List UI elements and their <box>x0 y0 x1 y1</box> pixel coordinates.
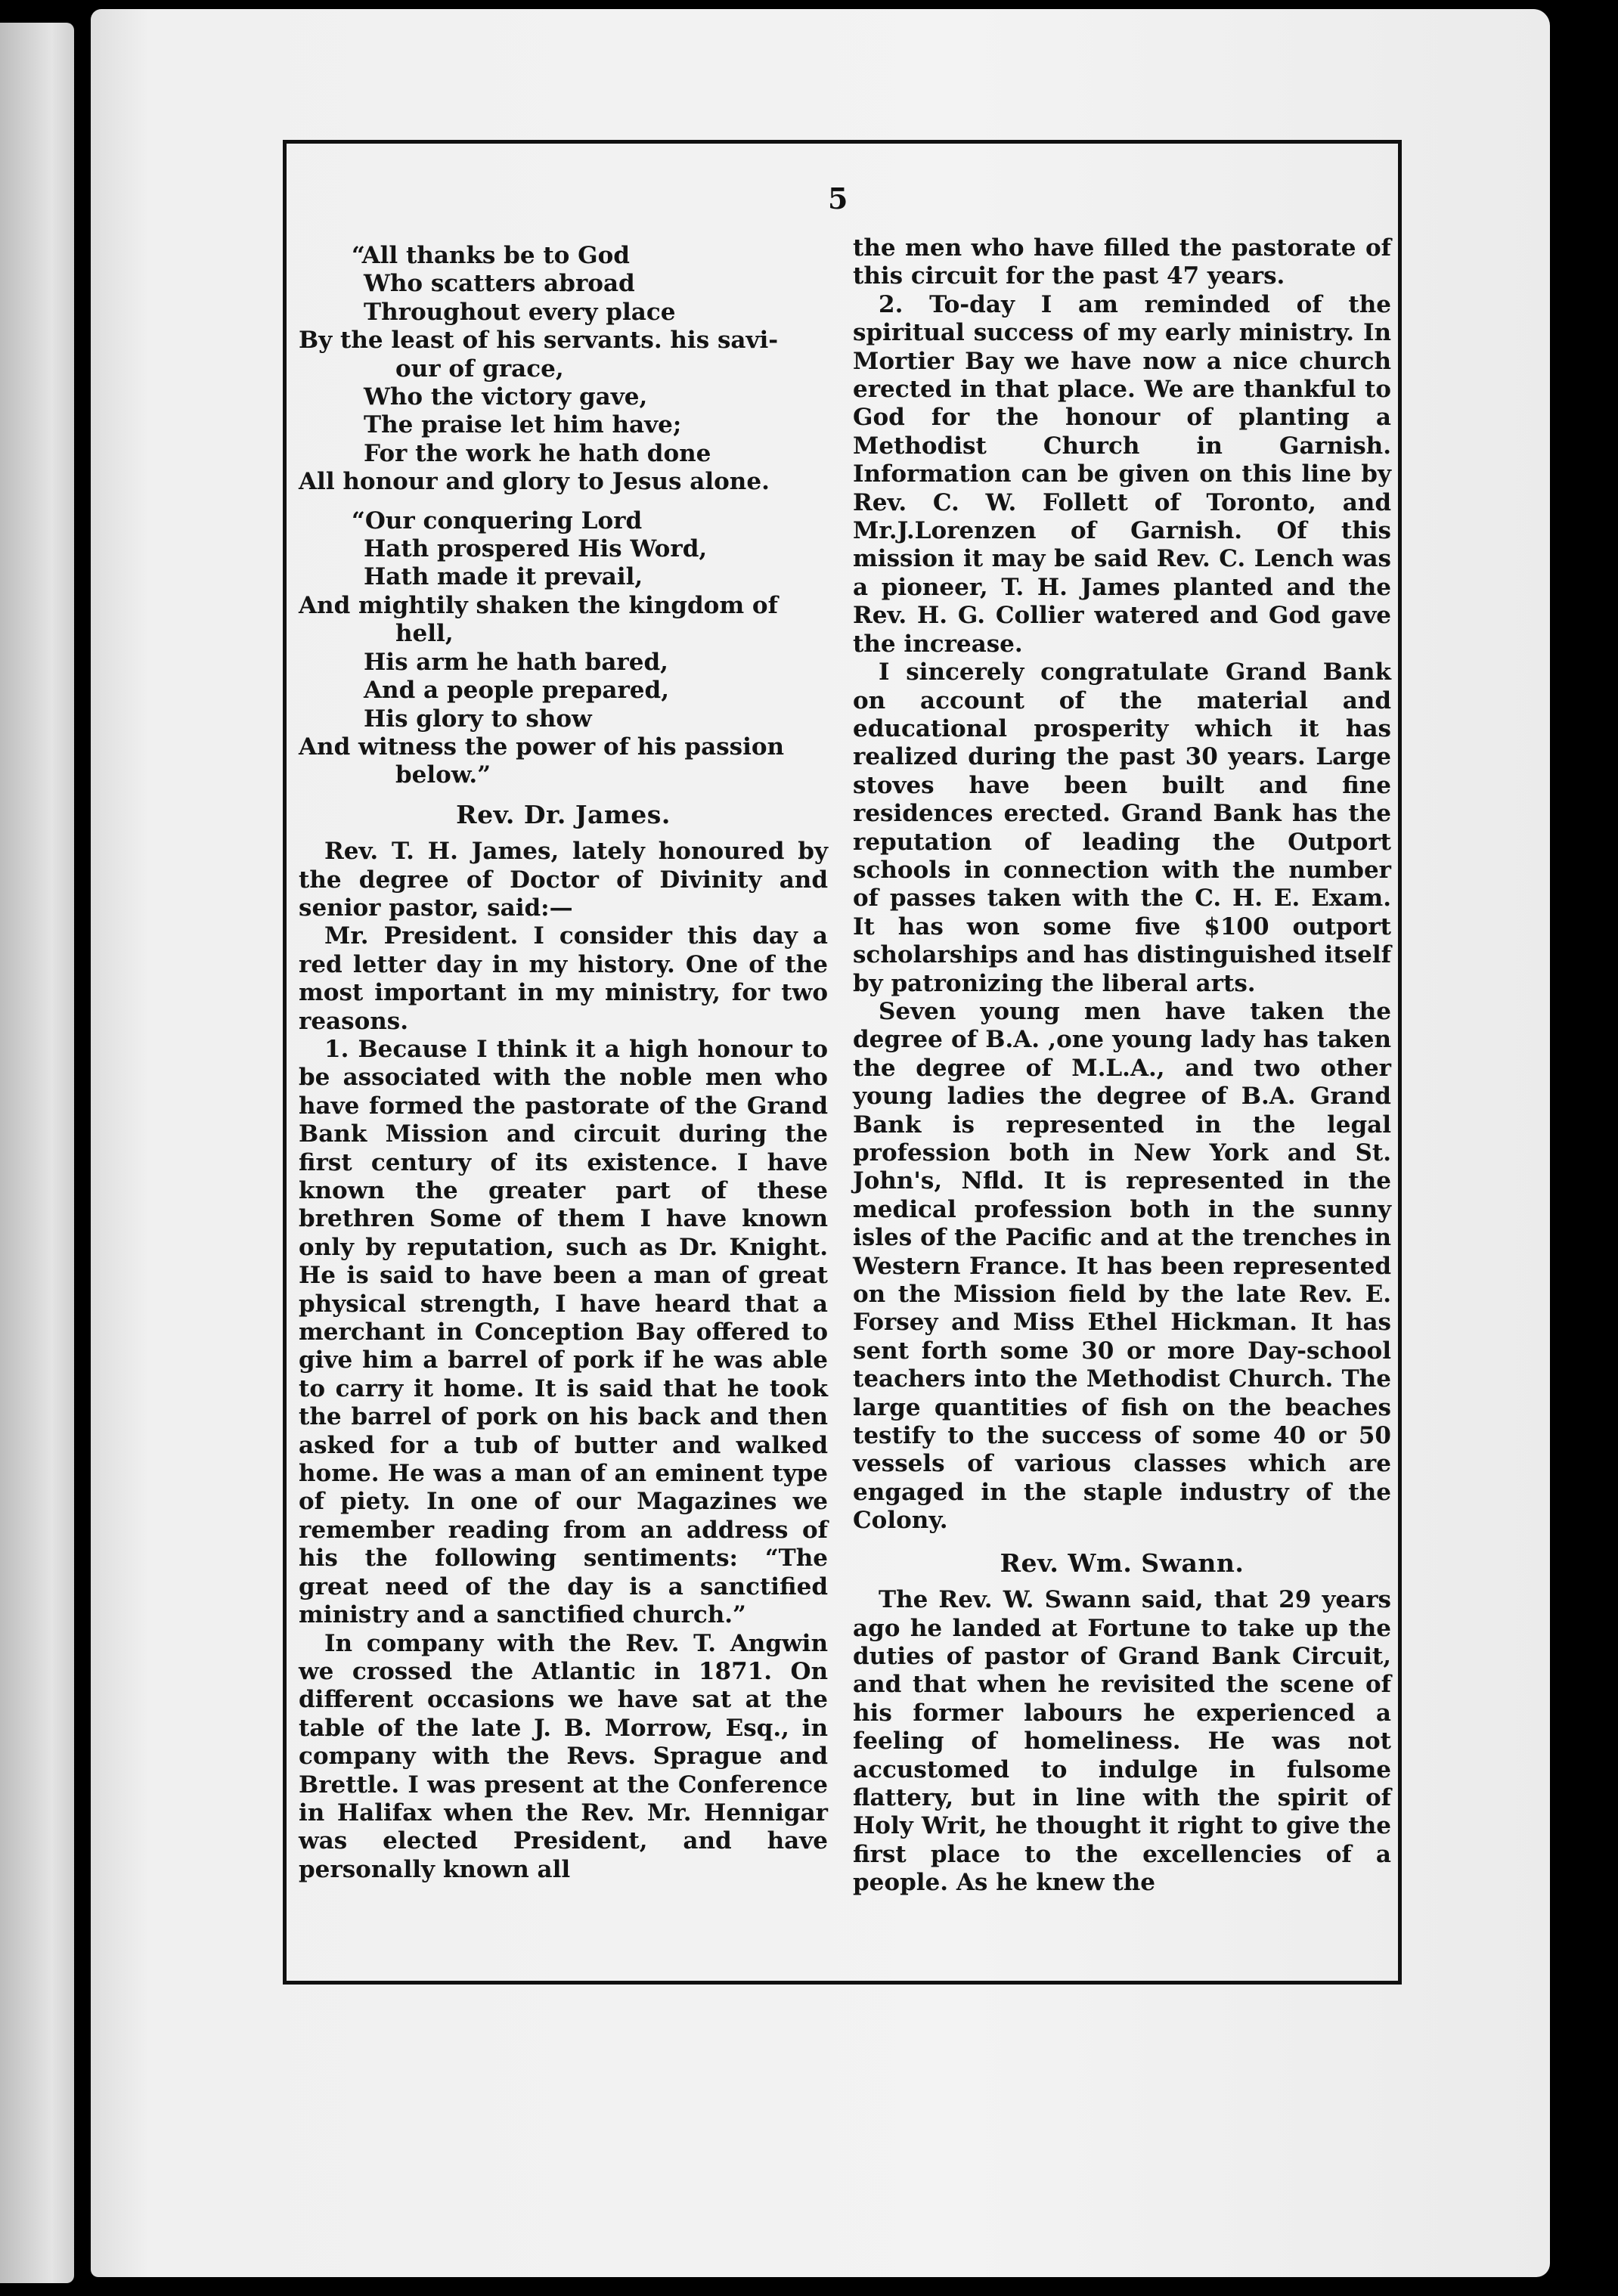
section-heading-dr-james: Rev. Dr. James. <box>456 799 671 829</box>
paragraph: Mr. President. I consider this day a red letter day in my history. One of the most important in my ministry, for two reasons. <box>299 922 828 1035</box>
paragraph: Rev. T. H. James, lately honoured by the degree of Doctor of Divinity and senior pastor, said:— <box>299 838 828 922</box>
verse-line: Hath made it prevail, <box>364 563 643 591</box>
right-column <box>853 234 1391 1898</box>
verse-line: below.” <box>395 761 491 789</box>
left-column <box>299 242 828 1884</box>
section-heading-swann: Rev. Wm. Swann. <box>1000 1548 1244 1578</box>
paragraph: the men who have filled the pastorate of this circuit for the past 47 years. <box>853 234 1391 290</box>
adjacent-page-edge <box>0 23 74 2283</box>
verse-line: His glory to show <box>364 705 592 733</box>
verse-line: our of grace, <box>395 355 564 383</box>
verse-line: All honour and glory to Jesus alone. <box>299 468 770 496</box>
paragraph: Seven young men have taken the degree of B.A. ,one young lady has taken the degree of M.L.A., and two other young ladies the degree of B.A. Grand Bank is represented in the legal profession both in New York and St. John's, Nfld. It is represented in the medical profession both in the sunny isles of the Pacific and at the trenches in Western France. It has been represented on the Mission field by the late Rev. E. Forsey and Miss Ethel Hickman. It has sent forth some 30 or more Day-school teachers into the Methodist Church. The large quantities of fish on the beaches testify to the success of some 40 or 50 vessels of various classes which are engaged in the staple industry of the Colony. <box>853 997 1391 1535</box>
verse-line: The praise let him have; <box>364 411 682 439</box>
verse-line: hell, <box>395 620 454 648</box>
verse-line: And mightily shaken the kingdom of <box>299 591 778 619</box>
swann-speech <box>853 1586 1391 1897</box>
verse-line: For the work he hath done <box>364 439 711 467</box>
verse-line: His arm he hath bared, <box>364 648 668 676</box>
paragraph: In company with the Rev. T. Angwin we crossed the Atlantic in 1871. On different occasions we have sat at the table of the late J. B. Morrow, Esq., in company with the Revs. Sprague and Brettle. I was present at the Conference in Halifax when the Rev. Mr. Hennigar was elected President, and have personally known all <box>299 1629 828 1883</box>
paragraph: I sincerely congratulate Grand Bank on account of the material and educational prosperity which it has realized during the past 30 years. Large stoves have been built and fine residences erected. Grand Bank has the reputation of leading the Outport schools in connection with the number of passes taken with the C. H. E. Exam. It has won some five $100 outport scholarships and has distinguished itself by patronizing the liberal arts. <box>853 658 1391 997</box>
verse-line: “All thanks be to God <box>352 242 630 269</box>
verse-line: And a people prepared, <box>364 677 669 705</box>
verse-line: Throughout every place <box>364 298 676 326</box>
verse-line: By the least of his servants. his savi- <box>299 327 779 355</box>
dr-james-speech <box>299 838 828 1884</box>
paragraph: The Rev. W. Swann said, that 29 years ago he landed at Fortune to take up the duties of pastor of Grand Bank Circuit, and that when he revisited the scene of his former labours he experienced a feeling of homeliness. He was not accustomed to indulge in fulsome flattery, but in line with the spirit of Holy Writ, he thought it right to give the first place to the excellencies of a people. As he knew the <box>853 1586 1391 1897</box>
dr-james-speech-continued <box>853 234 1391 1535</box>
verse-line: Who scatters abroad <box>364 270 635 298</box>
verse-line: Who the victory gave, <box>364 383 648 411</box>
verse-line: Hath prospered His Word, <box>364 535 708 563</box>
verse-line: “Our conquering Lord <box>352 507 643 534</box>
hymn-verse-1 <box>299 242 828 497</box>
paragraph: 1. Because I think it a high honour to be associated with the noble men who have formed the pastorate of the Grand Bank Mission and circuit during the first century of its existence. I have known the greater part of these brethren Some of them I have known only by reputation, such as Dr. Knight. He is said to have been a man of great physical strength, I have heard that a merchant in Conception Bay offered to give him a barrel of pork if he was able to carry it home. It is said that he took the barrel of pork on his back and then asked for a tub of butter and walked home. He was a man of an eminent type of piety. In one of our Magazines we remember reading from an address of his the following sentiments: “The great need of the day is a sanctified ministry and a sanctified church.” <box>299 1035 828 1629</box>
page-number: 5 <box>828 181 848 215</box>
verse-line: And witness the power of his passion <box>299 733 785 761</box>
hymn-verse-2 <box>299 507 828 790</box>
paragraph: 2. To-day I am reminded of the spiritual success of my early ministry. In Mortier Bay we have now a nice church erected in that place. We are thankful to God for the honour of planting a Methodist Church in Garnish. Information can be given on this line by Rev. C. W. Follett of Toronto, and Mr.J.Lorenzen of Garnish. Of this mission it may be said Rev. C. Lench was a pioneer, T. H. James planted and the Rev. H. G. Collier watered and God gave the increase. <box>853 290 1391 658</box>
